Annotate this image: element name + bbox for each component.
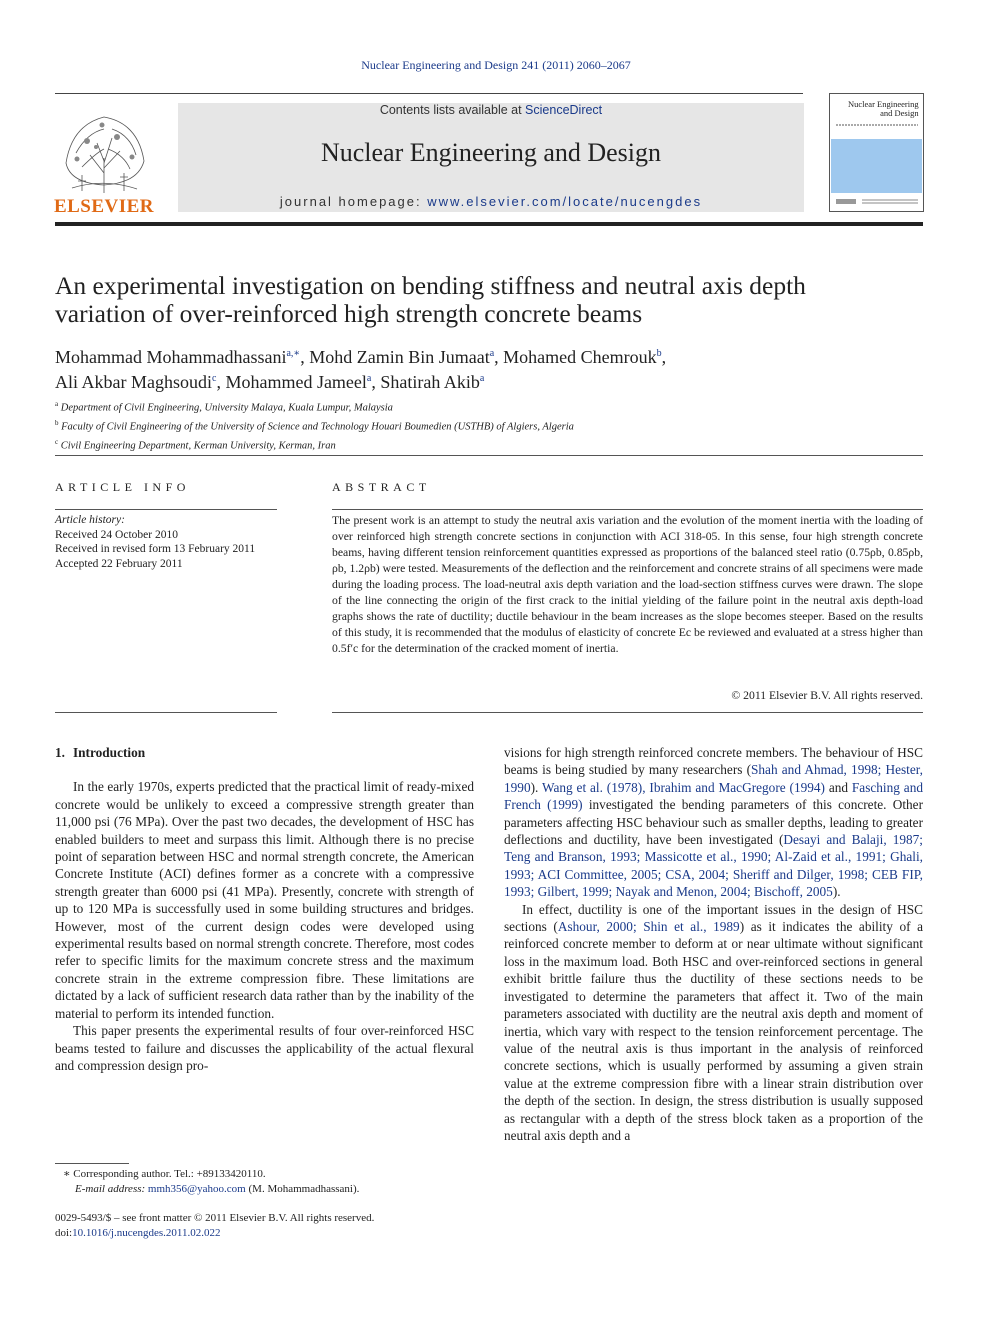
article-info-rule	[55, 509, 277, 510]
abstract-rule	[332, 509, 923, 510]
issn-line: 0029-5493/$ – see front matter © 2011 Elsevier B.V. All rights reserved.	[55, 1212, 375, 1224]
doi-label: doi:	[55, 1227, 73, 1239]
author-affiliation-mark[interactable]: a	[366, 373, 372, 384]
affiliation-text: Civil Engineering Department, Kerman University, Kerman, Iran	[60, 440, 336, 452]
article-title-line2: variation of over-reinforced high strength concrete beams	[55, 299, 643, 328]
footnote-rule	[55, 1163, 129, 1164]
author-affiliation-mark[interactable]: a	[489, 348, 495, 359]
citation-link[interactable]: Fasching and French (1999)	[504, 779, 923, 813]
article-title-line1: An experimental investigation on bending stiffness and neutral axis depth	[55, 271, 806, 300]
author-name: Mohammed Jameel	[225, 372, 367, 392]
affiliation-text: Faculty of Civil Engineering of the University of Science and Technology Houari Boumedien (USTHB) of Algiers, Algeria	[61, 421, 574, 433]
journal-citation[interactable]: Nuclear Engineering and Design 241 (2011) 2060–2067	[361, 58, 631, 72]
affiliation-item	[55, 435, 915, 454]
article-info-bottom-rule	[55, 712, 277, 713]
affiliation-list	[55, 397, 915, 454]
author-name: Mohd Zamin Bin Jumaat	[309, 347, 490, 367]
author-separator: ,	[494, 347, 504, 367]
section-heading-introduction	[55, 744, 474, 761]
intro-paragraph-3	[504, 901, 923, 1145]
author-affiliation-mark[interactable]: a,∗	[286, 348, 301, 359]
text-run: ).	[530, 779, 542, 795]
affiliation-item	[55, 416, 915, 435]
intro-paragraph-1: In the early 1970s, experts predicted that the practical limit of ready-mixed concrete would be unlikely to exceed a compressive strength greater than 11,000 psi (76 MPa). Over the past two decades, the development of HSC has enabled builders to meet and surpass this limit. Although there is no precise point of separation between HSC and normal strength concrete, the American Concrete Institute (ACI) defines former as a concrete with a compressive strength greater than 6000 psi (41 MPa). Presently, concrete with strength of up to 120 MPa is successfully used in some building structures and bridges. However, most of the current design codes were developed using experimental results based on normal strength concrete. Therefore, most codes refer to specific limits for the maximum concrete stress and the maximum concrete strain in the extreme compression fibre. These limitations are dictated by a lack of sufficient research data rather than by the inability of the material to perform its intended function.	[55, 779, 474, 1021]
author-name: Mohammad Mohammadhassani	[55, 347, 287, 367]
article-history	[55, 513, 277, 571]
citation-link[interactable]: Desayi and Balaji, 1987; Teng and Branson, 1993; Massicotte et al., 1990; Al-Zaid et al., 1991; Ghali, 1993; ACI Committee, 2005; CSA, 2004; Sheriff and Dilger, 1998; CEB FIP, 1993; Gilbert, 1999; Nayak and Menon, 2004; Bischoff, 2005	[504, 832, 923, 900]
article-title	[55, 272, 915, 328]
journal-cover-thumbnail[interactable]	[829, 93, 924, 212]
abstract-copyright: © 2011 Elsevier B.V. All rights reserved.	[731, 689, 923, 702]
affiliation-item	[55, 397, 915, 416]
cover-subtitle-lines-icon	[836, 122, 918, 128]
cover-title-line1: Nuclear Engineering	[848, 99, 919, 109]
intro-paragraph-2: This paper presents the experimental results of four over-reinforced HSC beams tested to failure and discusses the applicability of the actual flexural and compression design pro-	[55, 1023, 474, 1073]
corresponding-line: ∗ Corresponding author. Tel.: +891334201​10.	[63, 1168, 266, 1180]
contents-prefix: Contents lists available at	[379, 103, 526, 117]
author-affiliation-mark[interactable]: a	[479, 373, 485, 384]
accepted-date: Accepted 22 February 2011	[55, 557, 183, 570]
author-name: Shatirah Akib	[380, 372, 480, 392]
email-label: E-mail address:	[75, 1183, 146, 1195]
homepage-line	[178, 194, 804, 209]
header-rule	[55, 93, 803, 94]
revised-date: Received in revised form 13 February 2011	[55, 543, 256, 555]
text-run: ) as it indicates the ability of a reinforced concrete member to deform at or near ultimate without significant loss in the maximum load. Both HSC and over-reinforced sections in general exhibit brittle failure thus the ductility of these sections needs to be investigated to determine the parameters that affect it. Two of the main parameters associated with ductility are the neutral axis depth and moment of inertia, which vary with respect to the tension reinforcement percentage. The value of the neutral axis is thus important in the analysis of reinforced concrete sections, which is usually performed by assuming a given strain value at the extreme compression fibre with a linear strain distribution over the depth of the section. In design, the stress distribution is usually supposed as rectangular with a depth of the stress block taken as a proportion of the neutral axis depth and a	[504, 919, 924, 1143]
doi-link[interactable]: 10.1016/j.nucengdes.2011.02.022	[72, 1227, 221, 1239]
header-thick-rule	[55, 222, 923, 226]
author-affiliation-mark[interactable]: c	[212, 373, 217, 384]
text-run: In effect, ductility is one of the important issues in the design of HSC sections (	[504, 901, 923, 935]
citation-link[interactable]: Wang et al. (1978), Ibrahim and MacGregore (1994)	[541, 779, 825, 795]
citation-link[interactable]: Shah and Ahmad, 1998; Hester, 1990	[504, 762, 923, 795]
doi-line	[55, 1226, 475, 1241]
author-separator: ,	[300, 347, 310, 367]
affiliation-mark: b	[55, 419, 59, 427]
author-name: Mohamed Chemrouk	[503, 347, 657, 367]
author-separator: ,	[661, 347, 667, 367]
affiliation-text: Department of Civil Engineering, University Malaya, Kuala Lumpur, Malaysia	[60, 402, 393, 414]
corresponding-author-footnote	[55, 1167, 475, 1197]
abstract-text: The present work is an attempt to study the neutral axis variation and the evolution of the moment inertia with the loading of over reinforced high strength concrete sections in conjunction with ACI 318-05. In this sense, four high strength concrete beams, having different tension reinforcement quantities expressed as proportions of the balanced steel ratio (0.75ρb, 0.85ρb, ρb, 1.2ρb) were tested. Measurements of the deflection and the reinforcement and concrete strains of all specimens were made during the loading process. The load-neutral axis depth variation and the load-section stiffness curves were drawn. The slope of the line connecting the origin of the first crack to the initial yielding of the failure point in the neutral axis depth-load graphs shows the rate of ductility; ductile behaviour in the beam increases as the slope becomes steeper. Based on the results of this study, it is recommended that the modulus of elasticity of concrete Ec be reviewed and evaluated at a stress higher than 0.5f′c for the determination of the cracked moment of inertia.	[332, 514, 923, 655]
elsevier-wordmark: ELSEVIER	[53, 196, 155, 217]
text-run: and	[824, 779, 852, 795]
sciencedirect-link[interactable]: ScienceDirect	[525, 103, 603, 117]
intro-paragraph-2-continued	[504, 744, 923, 901]
email-suffix: (M. Mohammadhassani).	[245, 1183, 360, 1195]
author-name: Ali Akbar Maghsoudi	[55, 372, 212, 392]
cover-title-line2: and Design	[880, 108, 919, 118]
abstract-bottom-rule	[332, 712, 923, 713]
received-date: Received 24 October 2010	[55, 528, 178, 541]
section-number: 1.	[55, 745, 65, 760]
article-info-heading: ARTICLE INFO	[55, 480, 190, 494]
text-run: investigated the bending parameters of this concrete. Other parameters affecting HSC behaviour such as smaller depths, leading to greater deflections and ductility, have been investigated (	[504, 797, 923, 848]
author-separator: ,	[216, 372, 226, 392]
homepage-url-link[interactable]: www.elsevier.com/locate/nucengdes	[427, 194, 703, 209]
text-run: ).	[832, 884, 841, 900]
cover-footer-icon	[836, 198, 918, 206]
contents-line	[178, 103, 804, 117]
email-line	[55, 1182, 475, 1197]
author-list	[55, 343, 915, 393]
front-matter-info	[55, 1211, 475, 1241]
affiliation-mark: c	[55, 438, 59, 446]
email-link[interactable]: mmh356@yahoo.com	[147, 1183, 246, 1195]
body-column-left	[55, 744, 474, 1074]
section-rule	[55, 455, 923, 456]
section-title: Introduction	[72, 745, 146, 760]
history-label: Article history:	[55, 514, 125, 526]
text-run: visions for high strength reinforced concrete members. The behaviour of HSC beams is being studied by many researchers (	[504, 745, 923, 778]
journal-title: Nuclear Engineering and Design	[320, 138, 662, 167]
homepage-prefix: journal homepage:	[279, 194, 428, 209]
cover-blue-panel	[831, 139, 922, 193]
author-separator: ,	[371, 372, 381, 392]
body-column-right	[504, 744, 923, 1144]
affiliation-mark: a	[55, 400, 59, 408]
abstract-heading: ABSTRACT	[332, 480, 431, 494]
author-affiliation-mark[interactable]: b	[656, 348, 662, 359]
citation-link[interactable]: Ashour, 2000; Shin et al., 1989	[557, 919, 740, 935]
cover-title	[848, 100, 919, 118]
